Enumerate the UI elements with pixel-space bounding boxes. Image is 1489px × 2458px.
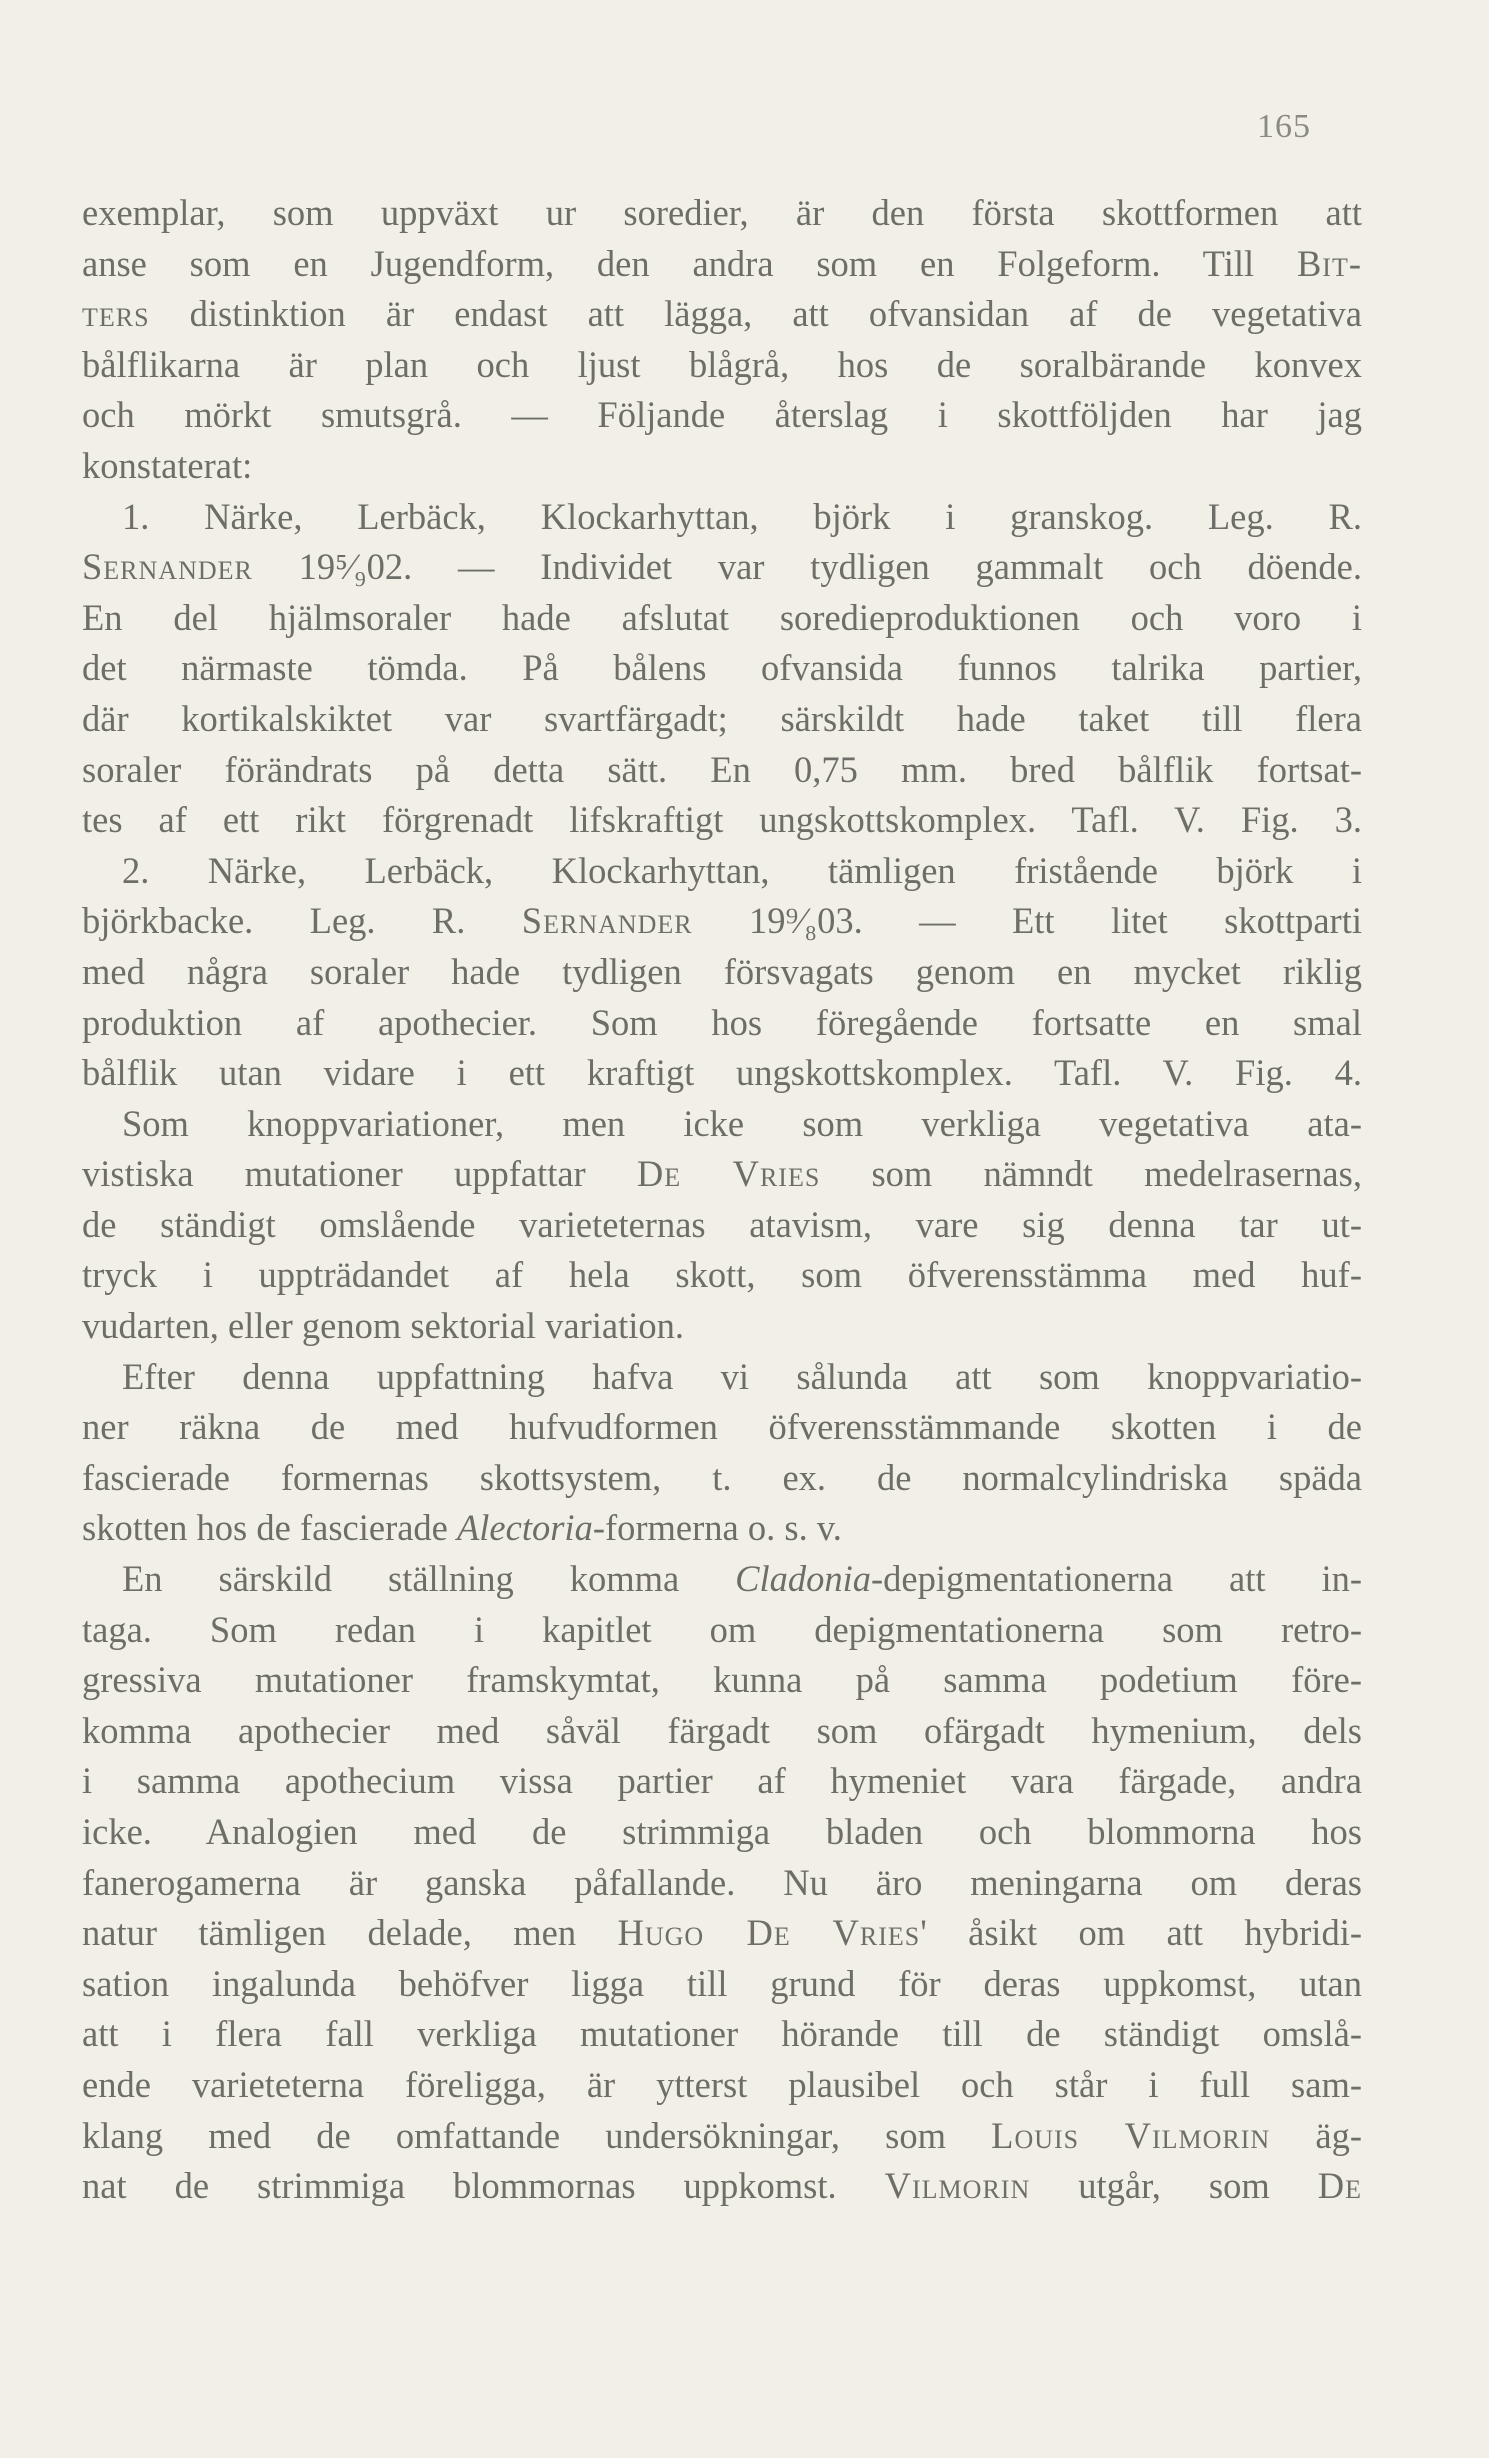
text-segment: klang med de omfattande undersökningar, som [82,2114,992,2156]
text-line [82,1959,1362,2010]
text-segment: vudarten, eller genom sektorial variation. [82,1305,685,1347]
text-segment: där kortikalskiktet var svartfärgadt; särskildt hade taket till flera [82,697,1362,739]
text-line [82,694,1362,745]
text-segment: björkbacke. Leg. R. [82,900,522,942]
author-name: ters [82,293,150,335]
page-number: 165 [1257,108,1311,145]
taxon-name: Cladonia [735,1558,872,1600]
text-segment: ende varieteterna föreligga, är ytterst plausibel och står i full sam- [82,2063,1362,2105]
text-line [82,643,1362,694]
text-line [82,1149,1362,1200]
text-line [82,2161,1362,2212]
text-line [82,1807,1362,1858]
author-name: Vilmorin [884,2165,1031,2207]
text-segment: i samma apothecium vissa partier af hymeniet vara färgade, andra [82,1760,1362,1802]
text-segment: utgår, som [1030,2165,1318,2207]
text-line [82,1655,1362,1706]
author-name: Hugo De Vries [617,1912,921,1954]
text-segment: -formerna o. s. v. [592,1507,842,1549]
text-segment: tes af ett rikt förgrenadt lifskraftigt ungskottskomplex. Tafl. V. Fig. 3. [82,799,1362,841]
text-line [82,1352,1362,1403]
text-line [82,998,1362,1049]
text-line [82,542,1362,593]
text-segment: att i flera fall verkliga mutationer hörande till de ständigt omslå- [82,2013,1362,2055]
text-segment: de ständigt omslående varieteternas atavism, vare sig denna tar ut- [82,1203,1362,1245]
text-line [82,1756,1362,1807]
text-segment: -depigmentationerna att in- [871,1558,1362,1600]
text-line [82,1908,1362,1959]
text-line [82,896,1362,947]
text-segment: ' åsikt om att hybridi- [920,1912,1362,1954]
body-text [82,188,1362,2212]
text-segment: äg- [1270,2114,1362,2156]
text-line [82,1250,1362,1301]
text-line [82,188,1362,239]
text-line [82,492,1362,543]
text-segment: produktion af apothecier. Som hos föregående fortsatte en smal [82,1001,1362,1043]
author-name: De [1317,2165,1362,2207]
text-line [82,239,1362,290]
text-line [82,1099,1362,1150]
text-segment: nat de strimmiga blommornas uppkomst. [82,2165,885,2207]
text-line [82,1706,1362,1757]
text-segment: bålflik utan vidare i ett kraftigt ungskottskomplex. Tafl. V. Fig. 4. [82,1052,1362,1094]
text-line [82,1402,1362,1453]
text-line [82,1503,1362,1554]
text-line [82,340,1362,391]
text-segment: Som knoppvariationer, men icke som verkliga vegetativa ata- [122,1102,1362,1144]
text-segment: anse som en Jugendform, den andra som en Folgeform. Till [82,242,1297,284]
text-segment: distinktion är endast att lägga, att ofvansidan af de vegetativa [149,293,1362,335]
text-line [82,1048,1362,1099]
author-name: De Vries [636,1153,821,1195]
text-segment: exemplar, som uppväxt ur soredier, är den första skottformen att [82,192,1362,233]
text-line [82,1554,1362,1605]
text-line [82,846,1362,897]
text-segment: bålflikarna är plan och ljust blågrå, hos de soralbärande konvex [82,343,1362,385]
text-segment: fanerogamerna är ganska påfallande. Nu äro meningarna om deras [82,1861,1362,1903]
text-segment: gressiva mutationer framskymtat, kunna på samma podetium före- [82,1659,1362,1701]
text-segment: icke. Analogien med de strimmiga bladen och blommorna hos [82,1811,1362,1852]
text-line [82,2009,1362,2060]
text-segment: det närmaste tömda. På bålens ofvansida funnos talrika partier, [82,647,1362,689]
text-line [82,1605,1362,1656]
text-line [82,1301,1362,1352]
text-segment: Efter denna uppfattning hafva vi sålunda att som knoppvariatio- [122,1355,1362,1397]
text-line [82,795,1362,846]
text-segment: tryck i uppträdandet af hela skott, som öfverensstämma med huf- [82,1254,1362,1296]
text-line [82,1453,1362,1504]
author-name: Louis Vilmorin [991,2114,1271,2156]
text-line [82,289,1362,340]
text-segment: 1. Närke, Lerbäck, Klockarhyttan, björk i granskog. Leg. R. [122,495,1362,537]
text-segment: 19⁵⁄₉02. — Individet var tydligen gammalt och döende. [252,546,1362,588]
text-segment: fascierade formernas skottsystem, t. ex. de normalcylindriska späda [82,1456,1362,1498]
text-segment: natur tämligen delade, men [82,1912,618,1954]
text-segment: med några soraler hade tydligen försvagats genom en mycket riklig [82,950,1362,992]
author-name: Bit- [1296,242,1362,284]
text-line [82,745,1362,796]
text-segment: vistiska mutationer uppfattar [82,1153,637,1195]
text-segment: taga. Som redan i kapitlet om depigmentationerna som retro- [82,1608,1362,1650]
text-line [82,593,1362,644]
text-line [82,1200,1362,1251]
text-segment: sation ingalunda behöfver ligga till grund för deras uppkomst, utan [82,1962,1362,2004]
text-line [82,947,1362,998]
text-segment: komma apothecier med såväl färgadt som ofärgadt hymenium, dels [82,1709,1362,1751]
text-line [82,390,1362,441]
text-segment: soraler förändrats på detta sätt. En 0,75 mm. bred bålflik fortsat- [82,748,1362,790]
text-line [82,1858,1362,1909]
text-segment: En särskild ställning komma [122,1558,736,1600]
text-segment: som nämndt medelrasernas, [820,1153,1362,1195]
author-name: Sernander [82,546,253,588]
author-name: Sernander [521,900,693,942]
text-segment: konstaterat: [82,444,253,486]
text-line [82,441,1362,492]
text-segment: ner räkna de med hufvudformen öfverensstämmande skotten i de [82,1406,1362,1448]
text-line [82,2060,1362,2111]
text-segment: 2. Närke, Lerbäck, Klockarhyttan, tämligen fristående björk i [122,849,1362,891]
text-segment: skotten hos de fascierade [82,1507,457,1549]
text-line [82,2111,1362,2162]
text-segment: 19⁹⁄₈03. — Ett litet skottparti [692,900,1362,942]
text-segment: En del hjälmsoraler hade afslutat soredieproduktionen och voro i [82,596,1362,638]
text-segment: och mörkt smutsgrå. — Följande återslag i skottföljden har jag [82,394,1362,436]
taxon-name: Alectoria [457,1507,593,1549]
